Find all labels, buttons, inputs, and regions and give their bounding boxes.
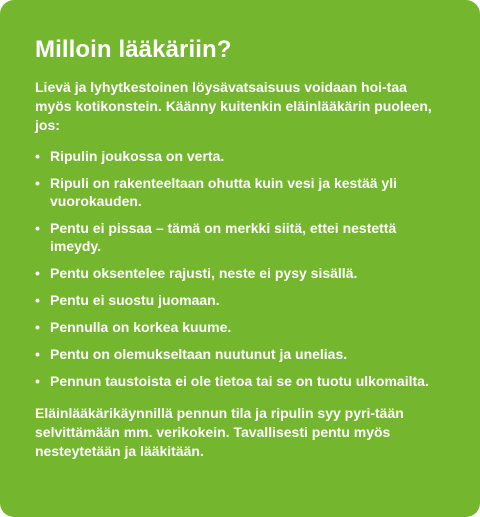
list-item <box>35 318 444 336</box>
bullet-icon: • <box>35 292 40 308</box>
list-item <box>35 345 444 363</box>
list-item <box>35 372 444 390</box>
bullet-icon: • <box>35 346 40 362</box>
list-item-text: Pentu ei suostu juomaan. <box>50 292 220 308</box>
bullet-icon: • <box>35 265 40 281</box>
list-item <box>35 174 444 210</box>
list-item <box>35 291 444 309</box>
list-item-text: Pentu ei pissaa – tämä on merkki siitä, ettei nestettä imeydy. <box>50 220 397 254</box>
bullet-icon: • <box>35 373 40 389</box>
card-title: Milloin lääkäriin? <box>35 36 232 63</box>
list-item-text: Pentu oksentelee rajusti, neste ei pysy sisällä. <box>50 265 358 281</box>
symptom-list <box>35 147 444 390</box>
list-item-text: Ripulin joukossa on verta. <box>50 148 225 164</box>
bullet-icon: • <box>35 175 40 191</box>
list-item <box>35 264 444 282</box>
bullet-icon: • <box>35 220 40 236</box>
list-item <box>35 219 444 255</box>
list-item-text: Pennun taustoista ei ole tietoa tai se on tuotu ulkomailta. <box>50 373 429 389</box>
list-item-text: Pennulla on korkea kuume. <box>50 319 232 335</box>
bullet-icon: • <box>35 148 40 164</box>
list-item-text: Pentu on olemukseltaan nuutunut ja unelias. <box>50 346 348 362</box>
outro-paragraph: Eläinlääkärikäynnillä pennun tila ja ripulin syy pyri-tään selvittämään mm. verikokein. Tavallisesti pentu myös nesteytetään ja lääkitään. <box>35 405 404 459</box>
list-item <box>35 147 444 165</box>
bullet-icon: • <box>35 319 40 335</box>
list-item-text: Ripuli on rakenteeltaan ohutta kuin vesi ja kestää yli vuorokauden. <box>50 175 397 209</box>
intro-paragraph: Lievä ja lyhytkestoinen löysävatsaisuus voidaan hoi-taa myös kotikonstein. Käänny kuitenkin eläinlääkärin puoleen, jos: <box>35 79 432 133</box>
